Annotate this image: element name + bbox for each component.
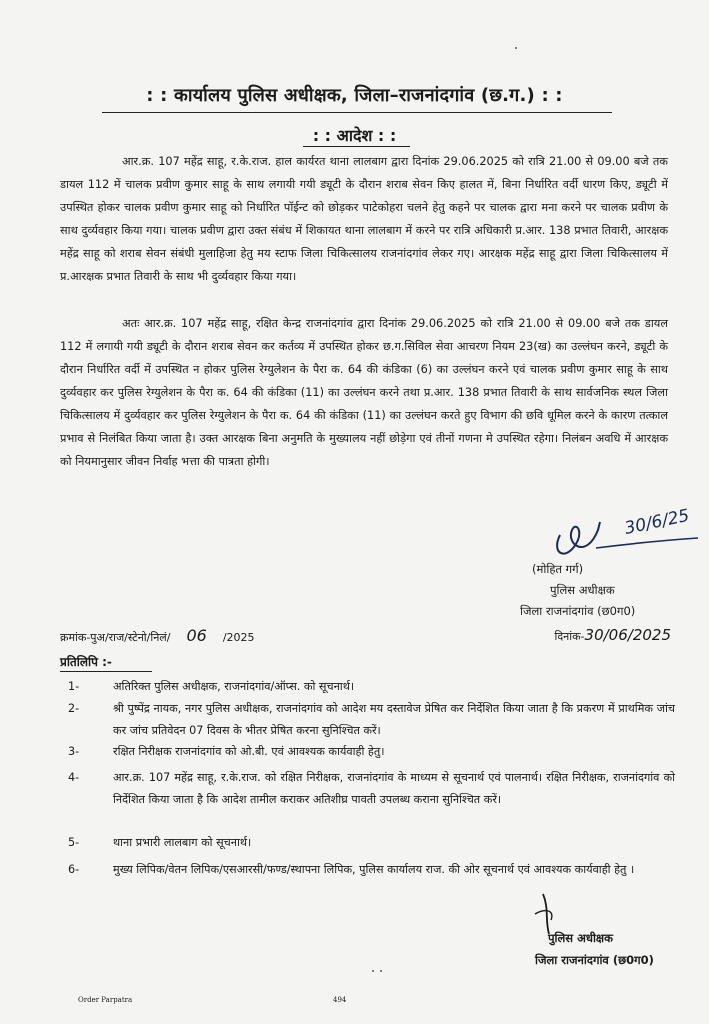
speck (515, 47, 517, 49)
reference-number (60, 626, 255, 645)
signatory-name: (मोहित गर्ग) (532, 562, 584, 576)
reference-year: /2025 (222, 631, 255, 644)
copy-item-text: अतिरिक्त पुलिस अधीक्षक, राजनांदगांव/ऑप्स. को सूचनार्थ। (113, 680, 355, 693)
speck (372, 970, 374, 972)
reference-date (554, 626, 671, 644)
footer-signatory-title: पुलिस अधीक्षक (548, 931, 613, 945)
copy-item-number: 2- (68, 702, 80, 715)
copy-item-number: 3- (68, 745, 80, 758)
reference-prefix: क्रमांक-पुअ/राज/स्टेनो/निलं/ (60, 631, 171, 644)
footer-page-number: 494 (333, 996, 347, 1004)
copy-item-text: थाना प्रभारी लालबाग को सूचनार्थ। (113, 836, 252, 849)
date-value: 30/06/2025 (584, 626, 671, 644)
order-paragraph-2: अतः आर.क्र. 107 महेंद्र साहू, रक्षित केन्द्र राजनांदगांव द्वारा दिनांक 29.06.2025 को रात्रि 21.00 से 09.00 बजे तक डायल 112 में लगायी गयी ड्यूटी के दौरान शराब सेवन कर कर्तव्य में उपस्थित होकर छ.ग.सिविल सेवा आचरण नियम 23(ख) का उल्लंघन करने, ड्यूटी के दौरान निर्धारित वर्दी में उपस्थित न होकर पुलिस रेग्युलेशन के पैरा क. 64 की कंडिका (6) का उल्लंघन करने एवं चालक प्रवीण कुमार साहू के साथ दुर्व्यवहार कर पुलिस रेग्युलेशन के पैरा क. 64 की कंडिका (11) का उल्लंघन करने तथा प्र.आर. 138 प्रभात तिवारी के साथ सार्वजनिक स्थल जिला चिकित्सालय में दुर्व्यवहार कर पुलिस रेग्युलेशन के पैरा क. 64 की कंडिका (11) का उल्लंघन करते हुए विभाग की छवि धूमिल करने के कारण तत्काल प्रभाव से निलंबित किया जाता है। उक्त आरक्षक बिना अनुमति के मुख्यालय नहीं छोड़ेगा एवं तीनों गणना मे उपस्थित रहेगा। निलंबन अवधि में आरक्षक को नियमानुसार जीवन निर्वाह भत्ता की पात्रता होगी। (60, 317, 668, 468)
copy-item-number: 6- (68, 863, 80, 876)
date-label: दिनांक- (554, 630, 585, 643)
copy-item-text: श्री पुष्पेंद्र नायक, नगर पुलिस अधीक्षक, राजनांदगांव को आदेश मय दस्तावेज प्रेषित कर निर्देशित किया जाता है कि प्रकरण में प्राथमिक जांच कर जांच प्रतिवेदन 07 दिवस के भीतर प्रेषित करना सुनिश्चित करें। (113, 702, 675, 737)
copy-item-text: आर.क्र. 107 महेंद्र साहू, र.के.राज. को रक्षित निरीक्षक, राजनांदगांव के माध्यम से सूचनार्थ एवं पालनार्थ। रक्षित निरीक्षक, राजनांदगांव को निर्देशित किया जाता है कि आदेश तामील कराकर अतिशीघ्र पावती उपलब्ध कराना सुनिश्चित करें। (113, 771, 675, 806)
order-paragraph-1: आर.क्र. 107 महेंद्र साहू, र.के.राज. हाल कार्यरत थाना लालबाग द्वारा दिनांक 29.06.2025 को रात्रि 21.00 से 09.00 बजे तक डायल 112 में चालक प्रवीण कुमार साहू के साथ लगायी गयी ड्यूटी के दौरान शराब सेवन किए हालत में, बिना निर्धारित वर्दी धारण किए, ड्यूटी में उपस्थित होकर चालक प्रवीण कुमार साहू को निर्धारित पॉईन्ट को छोड़कर पाटेकोहरा चलने हेतु कहने पर चालक द्वारा मना करने पर चालक प्रवीण के साथ दुर्व्यवहार किया गया। चालक प्रवीण द्वारा उक्त संबंध में शिकायत थाना लालबाग में करने पर रात्रि अधिकारी प्र.आर. 138 प्रभात तिवारी, आरक्षक महेंद्र साहू को शराब सेवन संबंधी मुलाहिजा हेतु मय स्टाफ जिला चिकित्सालय राजनांदगांव लेकर गए। आरक्षक महेंद्र साहू द्वारा जिला चिकित्सालय में प्र.आरक्षक प्रभात तिवारी के साथ भी दुर्व्यवहार किया गया। (60, 155, 668, 283)
footer-signatory-district: जिला राजनांदगांव (छ0ग0) (535, 953, 654, 967)
copies-heading-underline (60, 671, 152, 672)
signatory-district: जिला राजनांदगांव (छ0ग0) (520, 604, 636, 618)
signatory-title: पुलिस अधीक्षक (550, 583, 615, 597)
copy-item-number: 1- (68, 680, 80, 693)
reference-handwritten-number: 06 (186, 626, 207, 645)
copy-item-text: मुख्य लिपिक/वेतन लिपिक/एसआरसी/फण्ड/स्थापना लिपिक, पुलिस कार्यालय राज. की ओर सूचनार्थ एवं आवश्यक कार्यवाही हेतु । (113, 863, 635, 876)
footer-label: Order Parpatra (78, 996, 133, 1004)
order-heading-underline (303, 146, 410, 147)
speck (380, 970, 382, 972)
order-heading: : : आदेश : : (312, 126, 397, 145)
title-underline (102, 112, 612, 113)
office-title: : : कार्यालय पुलिस अधीक्षक, जिला–राजनांदगांव (छ.ग.) : : (146, 85, 563, 106)
copy-item-text: रक्षित निरीक्षक राजनांदगांव को ओ.बी. एवं आवश्यक कार्यवाही हेतु। (113, 745, 385, 758)
copy-item-number: 5- (68, 836, 80, 849)
signature-date: 30/6/25 (622, 505, 692, 539)
copy-item-number: 4- (68, 771, 80, 784)
copies-heading: प्रतिलिपि :- (60, 655, 112, 669)
